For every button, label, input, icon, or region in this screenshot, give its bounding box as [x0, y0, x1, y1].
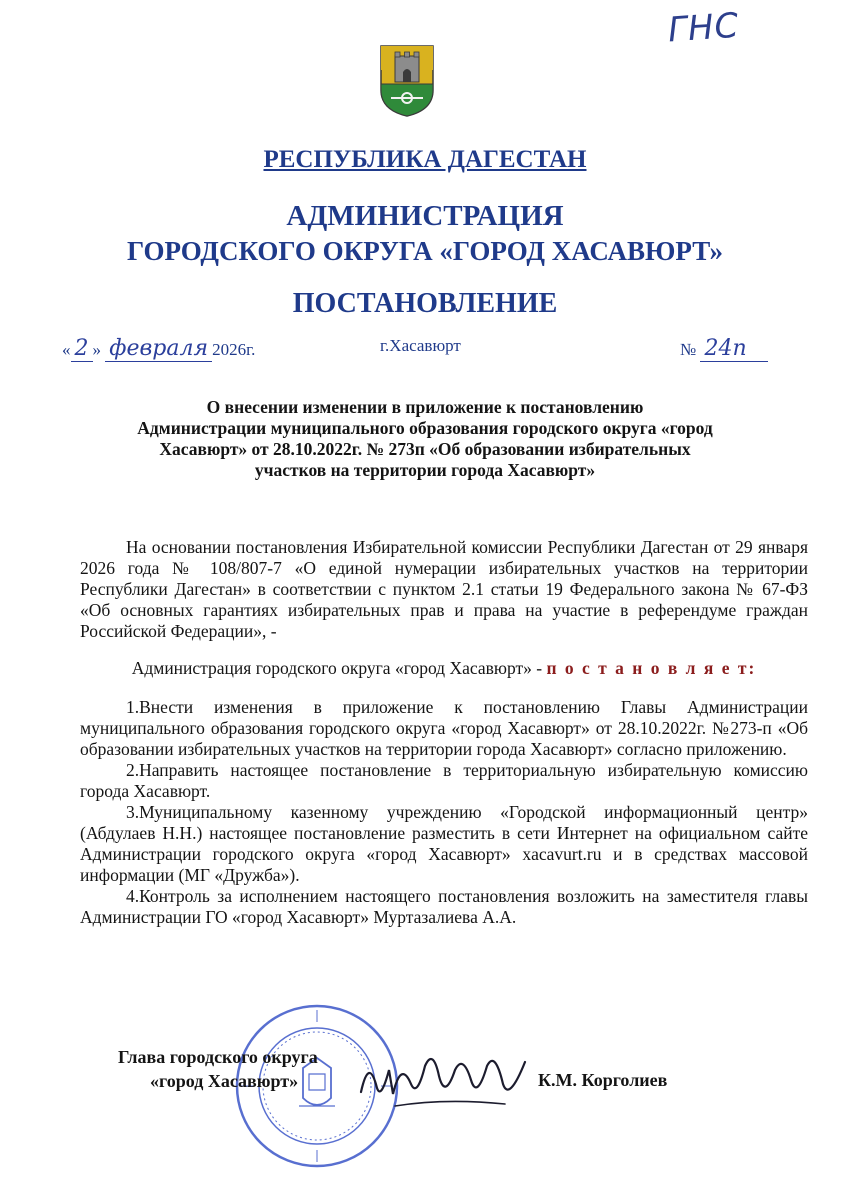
city-name: г.Хасавюрт	[380, 336, 461, 355]
city-district-title: ГОРОДСКОГО ОКРУГА «ГОРОД ХАСАВЮРТ»	[126, 236, 724, 266]
decree-item: 4.Контроль за исполнением настоящего постановления возложить на заместителя главы Администрации ГО «город Хасавюрт» Муртазалиева А.А.	[80, 886, 808, 927]
subject-line: Администрации муниципального образования городского округа «город	[137, 418, 713, 438]
resolve-paragraph	[80, 658, 808, 679]
document-type-title: ПОСТАНОВЛЕНИЕ	[292, 288, 558, 319]
date-year: 2026г.	[212, 340, 256, 359]
document-number	[680, 336, 768, 362]
subject-line: О внесении изменении в приложение к постановлению	[206, 397, 644, 417]
quote-open: «	[62, 340, 71, 359]
position-line: «город Хасавюрт»	[150, 1071, 299, 1091]
resolve-intro: Администрация городского округа «город Хасавюрт» -	[131, 658, 547, 678]
dateline	[0, 326, 850, 366]
administration-title: АДМИНИСТРАЦИЯ	[286, 200, 564, 232]
subject-heading	[60, 397, 790, 481]
date-field	[62, 336, 255, 362]
preamble-paragraph: На основании постановления Избирательной комиссии Республики Дагестан от 29 января 2026 года № 108/807-7 «О единой нумерации избирательных участков на территории Республики Дагестан» в соответствии с пунктом 2.1 статьи 19 Федерального закона № 67-ФЗ «Об основных гарантиях избирательных прав и права на участие в референдуме граждан Российской Федерации», -	[80, 537, 808, 641]
handwritten-note: ГНС	[666, 5, 741, 51]
document-body	[80, 537, 808, 928]
quote-close: »	[92, 340, 101, 359]
signatory-position	[118, 1045, 318, 1093]
resolve-word: п о с т а н о в л я е т:	[546, 658, 757, 678]
decree-item: 2.Направить настоящее постановление в территориальную избирательную комиссию города Хасавюрт.	[80, 760, 808, 801]
coat-of-arms-icon	[379, 44, 435, 118]
number-label: №	[680, 340, 697, 359]
decree-item: 3.Муниципальному казенному учреждению «Городской информационный центр» (Абдулаев Н.Н.) настоящее постановление разместить в сети Интернет на официальном сайте Администрации городского округа «город Хасавюрт» xacavurt.ru и в средствах массовой информации (МГ «Дружба»).	[80, 802, 808, 885]
position-line: Глава городского округа	[118, 1047, 318, 1067]
signatory-name: К.М. Корголиев	[538, 1070, 668, 1090]
number-value: 24п	[700, 336, 768, 362]
handwritten-signature	[355, 1040, 530, 1120]
subject-line: участков на территории города Хасавюрт»	[254, 460, 596, 480]
decree-item: 1.Внести изменения в приложение к постановлению Главы Администрации муниципального образования городского округа «город Хасавюрт» от 28.10.2022г. №273-п «Об образовании избирательных участков на территории города Хасавюрт» согласно приложению.	[80, 697, 808, 759]
republic-title: РЕСПУБЛИКА ДАГЕСТАН	[263, 146, 587, 173]
subject-line: Хасавюрт» от 28.10.2022г. № 273п «Об образовании избирательных	[159, 439, 691, 459]
date-month: февраля	[105, 336, 212, 362]
date-day: 2	[71, 336, 93, 362]
